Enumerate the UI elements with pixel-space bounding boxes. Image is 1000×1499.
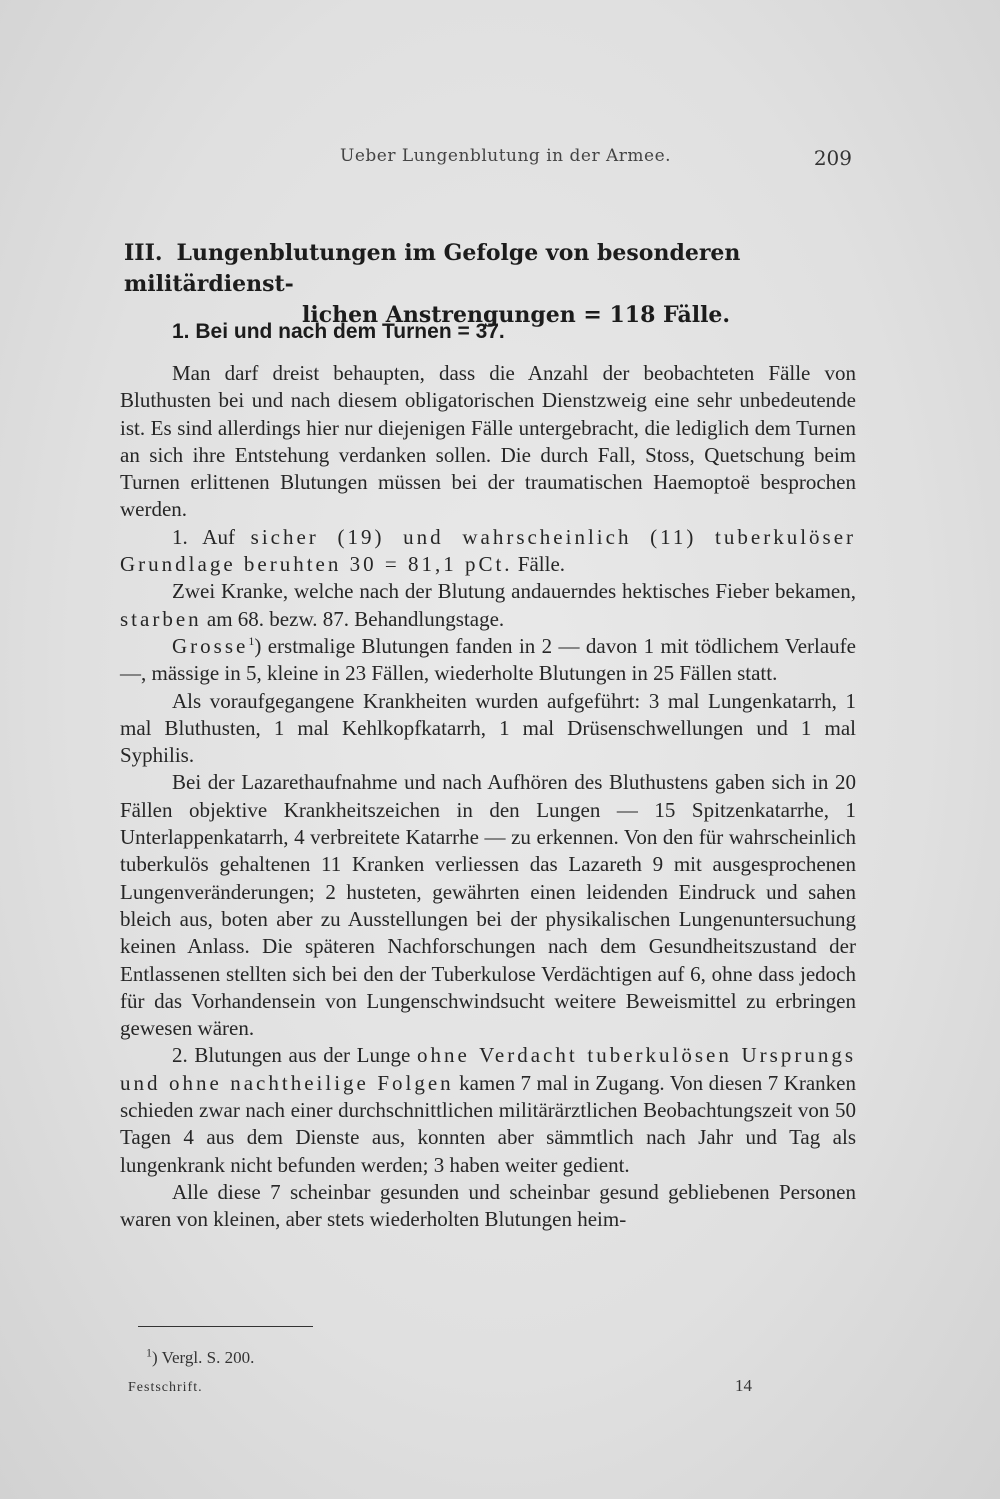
paragraph-text: ) erstmalige Blutungen fanden in 2 — davon 1 mit tödlichem Verlaufe —, mässige in 5, kleine in 23 Fällen, wiederholte Blutungen in 25 Fällen statt.: [120, 633, 856, 686]
section-title-line1: Lungenblutungen im Gefolge von besonderen militärdienst-: [124, 240, 741, 297]
paragraph-text: Fälle.: [512, 552, 566, 577]
paragraph: Als voraufgegangene Krankheiten wurden aufgeführt: 3 mal Lungenkatarrh, 1 mal Bluthusten, 1 mal Kehlkopfkatarrh, 1 mal Drüsenschwellungen und 1 mal Syphilis.: [120, 688, 856, 768]
emphasis-text: starben: [120, 606, 202, 631]
paragraph-text: am 68. bezw. 87. Behandlungstage.: [201, 606, 505, 631]
paragraph: [120, 524, 856, 579]
emphasis-text: Grosse: [172, 633, 249, 658]
paragraph: Alle diese 7 scheinbar gesunden und scheinbar gesund gebliebenen Personen waren von kleinen, aber stets wiederholten Blutungen heim-: [120, 1179, 856, 1232]
paragraph-text: 1. Auf: [172, 524, 251, 549]
running-title: Ueber Lungenblutung in der Armee.: [340, 146, 672, 166]
paragraph-text: 2. Blutungen aus der Lunge: [172, 1043, 417, 1068]
body-text: [120, 360, 856, 1234]
paragraph: Bei der Lazarethaufnahme und nach Aufhören des Bluthustens gaben sich in 20 Fällen objektive Krankheitszeichen in den Lungen — 15 Spitzenkatarrhe, 1 Unterlappenkatarrh, 4 verbreitete Katarrhe — zu erkennen. Von den für wahrscheinlich tuberkulös gehaltenen 11 Kranken verliessen das Lazareth 9 mit ausgesprochenen Lungenveränderungen; 2 husteten, gewährten einen leidenden Eindruck und sahen bleich aus, boten aber zu Ausstellungen bei der physikalischen Lungenuntersuchung keinen Anlass. Die späteren Nachforschungen nach dem Gesundheitszustand der Entlassenen stellten sich bei den der Tuberkulose Verdächtigen auf 6, ohne dass jedoch für das Vorhandensein von Lungenschwindsucht weitere Beweismittel zu erbringen gewesen wären.: [120, 770, 856, 1041]
footnote-marker: 1: [146, 1345, 152, 1360]
paragraph: [120, 578, 856, 633]
footnote-divider: [138, 1326, 313, 1327]
paragraph: [120, 633, 856, 688]
paragraph-text: Zwei Kranke, welche nach der Blutung andauerndes hektisches Fieber bekamen,: [172, 579, 856, 604]
paragraph: Man darf dreist behaupten, dass die Anzahl der beobachteten Fälle von Bluthusten bei und nach diesem obligatorischen Dienstzweig eine sehr unbedeutende ist. Es sind allerdings hier nur diejenigen Fälle untergebracht, die lediglich dem Turnen an sich ihre Entstehung verdanken sollen. Die durch Fall, Stoss, Quetschung beim Turnen erlittenen Blutungen müssen bei der traumatischen Haemoptoë besprochen werden.: [120, 361, 856, 522]
section-heading: [124, 238, 864, 331]
page-number: 209: [813, 146, 852, 170]
section-title-line2: lichen Anstrengungen = 118 Fälle.: [302, 302, 731, 328]
subsection-heading: 1. Bei und nach dem Turnen = 37.: [172, 320, 505, 343]
signature-number: 14: [735, 1376, 752, 1395]
section-number: III.: [124, 240, 163, 266]
paragraph-text: kamen 7 mal in Zugang. Von diesen 7 Kranken schieden zwar nach einer durchschnittlichen militärärztlichen Beobachtungszeit von 50 Tagen 4 aus dem Dienste aus, konnten aber sämmtlich nach Jahr und Tag als lungenkrank nicht befunden werden; 3 haben weiter gedient.: [120, 1070, 856, 1177]
emphasis-text: sicher (19) und wahrscheinlich (11) tuberkulöser Grundlage beruhten 30 = 81,1 pCt.: [120, 524, 857, 577]
footnote-text: ) Vergl. S. 200.: [152, 1348, 255, 1367]
footnote-reference: 1: [248, 633, 255, 648]
paragraph: [120, 1042, 856, 1178]
footnote: [146, 1345, 255, 1368]
signature-mark: Festschrift.: [128, 1380, 203, 1395]
emphasis-text: ohne Verdacht tuberkulösen Ursprungs und ohne nachtheilige Folgen: [120, 1043, 856, 1095]
